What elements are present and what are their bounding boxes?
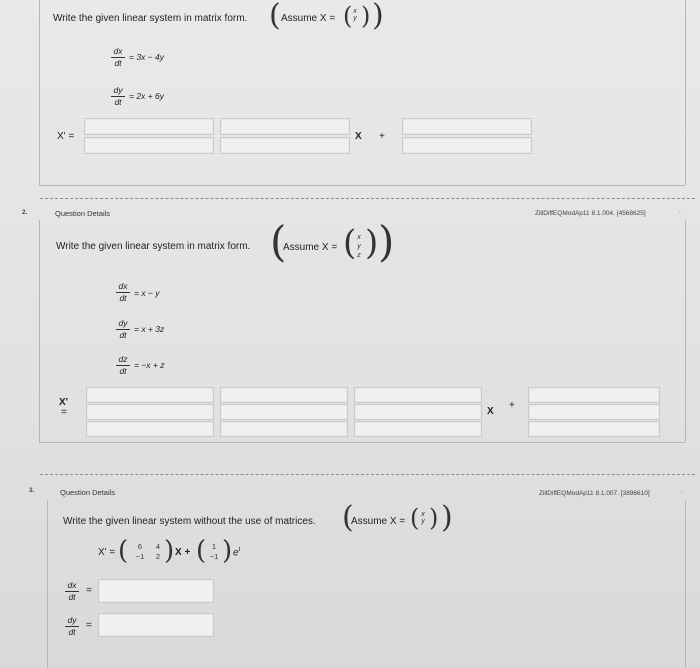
q3-prompt: Write the given linear system without the use of matrices.: [63, 516, 316, 527]
q3-details-label: Question Details: [60, 488, 116, 497]
q3-forcing-vector: 1 −1: [209, 542, 219, 561]
q3-vec-open: (: [410, 504, 420, 532]
q2-bottom-border: [39, 442, 685, 443]
q3-ans1-derivative: $\frac{dx}{dt}$: [65, 580, 79, 603]
q1-eq1-derivative: $\frac{dx}{dt}$: [111, 46, 125, 69]
q2-matrix-a12-input[interactable]: [220, 387, 348, 403]
q1-assume-label: Assume X =: [281, 13, 336, 24]
q1-eq2-rhs: = 2x + 6y: [129, 91, 164, 101]
q3-ans2-eq: =: [86, 620, 92, 631]
q1-vec-close: ): [361, 2, 371, 30]
q3-dxdt-input[interactable]: [98, 579, 214, 603]
q3-menu-dot[interactable]: .: [681, 488, 683, 495]
q2-eq2-rhs: = x + 3z: [134, 324, 165, 334]
q2-matrix-a11-input[interactable]: [86, 387, 214, 403]
q1-right-border: [685, 0, 686, 185]
q2-matrix-a22-input[interactable]: [220, 404, 348, 420]
q1-times-x: X: [355, 131, 362, 142]
q2-open-paren: (: [270, 217, 287, 266]
q1-vector-f1-input[interactable]: [402, 118, 532, 135]
q2-vec-close: ): [365, 223, 379, 263]
q3-matrix-a22: 2: [155, 552, 161, 561]
q2-eq1-rhs: = x − y: [134, 288, 160, 298]
q3-matrix-a11: 6: [137, 542, 143, 551]
q1-close-paren: ): [372, 0, 384, 33]
q1-vector-vars: x y: [353, 8, 357, 22]
q2-matrix-a13-input[interactable]: [354, 387, 482, 403]
q2-matrix-a33-input[interactable]: [354, 421, 482, 437]
q3-left-border: [47, 500, 48, 668]
q2-eq1-derivative: $\frac{dx}{dt}$: [116, 281, 130, 304]
q1-plus: +: [379, 131, 385, 142]
q1-xprime-label: X' =: [57, 131, 75, 142]
q3-matrix-open: (: [118, 536, 129, 566]
q3-separator: [40, 474, 695, 475]
q2-eq3-rhs: = −x + z: [134, 360, 165, 370]
q2-right-border: [685, 220, 686, 442]
q2-assume-label: Assume X =: [283, 242, 338, 253]
q1-eq1-rhs: = 3x − 4y: [129, 52, 164, 62]
q2-xprime-label: X': [59, 397, 69, 408]
q3-right-border: [685, 500, 686, 668]
q2-eq2-derivative: $\frac{dy}{dt}$: [116, 318, 130, 341]
q3-vector-vars: x y: [421, 511, 425, 525]
q1-matrix-a12-input[interactable]: [220, 118, 350, 135]
q2-vector-f2-input[interactable]: [528, 404, 660, 420]
q3-vector-close: ): [222, 536, 233, 566]
q3-times-x: X +: [175, 547, 191, 558]
q2-vec-open: (: [343, 223, 357, 263]
q1-matrix-a22-input[interactable]: [220, 137, 350, 154]
q3-reference: ZillDiffEQModAp11 8.1.007. [3896610]: [539, 490, 650, 497]
q3-open-paren: (: [342, 500, 354, 535]
q2-plus: +: [509, 400, 515, 411]
q3-exponential: $e^t$: [233, 547, 241, 559]
q2-matrix-a32-input[interactable]: [220, 421, 348, 437]
q3-matrix-close: ): [164, 536, 175, 566]
q3-vector-open: (: [196, 536, 207, 566]
q2-matrix-a31-input[interactable]: [86, 421, 214, 437]
q3-xprime-label: X' =: [98, 547, 116, 558]
q1-eq2-derivative: $\frac{dy}{dt}$: [111, 85, 125, 108]
q1-bottom-border: [39, 185, 685, 186]
q3-assume-label: Assume X =: [351, 516, 406, 527]
q3-number: 3.: [29, 487, 35, 494]
q3-vec-close: ): [429, 504, 439, 532]
q2-prompt: Write the given linear system in matrix form.: [56, 241, 251, 252]
q3-dydt-input[interactable]: [98, 613, 214, 637]
q2-matrix-a23-input[interactable]: [354, 404, 482, 420]
q2-vector-f1-input[interactable]: [528, 387, 660, 403]
q1-open-paren: (: [269, 0, 281, 33]
q1-matrix-a11-input[interactable]: [84, 118, 214, 135]
q1-prompt: Write the given linear system in matrix form.: [53, 13, 248, 24]
q2-matrix-a21-input[interactable]: [86, 404, 214, 420]
q1-vector-f2-input[interactable]: [402, 137, 532, 154]
q2-separator: [40, 198, 695, 199]
q2-eq3-derivative: $\frac{dz}{dt}$: [116, 354, 130, 377]
q3-matrix-a21: −1: [135, 552, 145, 561]
q2-number: 2.: [22, 209, 28, 216]
q3-ans2-derivative: $\frac{dy}{dt}$: [65, 615, 79, 638]
q1-vec-open: (: [343, 2, 353, 30]
q2-xprime-eq: =: [61, 407, 67, 418]
q2-details-label: Question Details: [55, 209, 111, 218]
q3-matrix-a12: 4: [155, 542, 161, 551]
q2-close-paren: ): [378, 217, 395, 266]
q2-vector-f3-input[interactable]: [528, 421, 660, 437]
q2-vector-vars: x y z: [357, 234, 361, 259]
q1-matrix-a21-input[interactable]: [84, 137, 214, 154]
q3-close-paren: ): [441, 500, 453, 535]
q2-left-border: [39, 220, 40, 442]
q3-ans1-eq: =: [86, 585, 92, 596]
q2-times-x: X: [487, 406, 494, 417]
q1-left-border: [39, 0, 40, 185]
q2-reference: ZillDiffEQModAp11 8.1.004. [4568625]: [535, 210, 646, 217]
q2-menu-dot[interactable]: .: [679, 207, 681, 214]
